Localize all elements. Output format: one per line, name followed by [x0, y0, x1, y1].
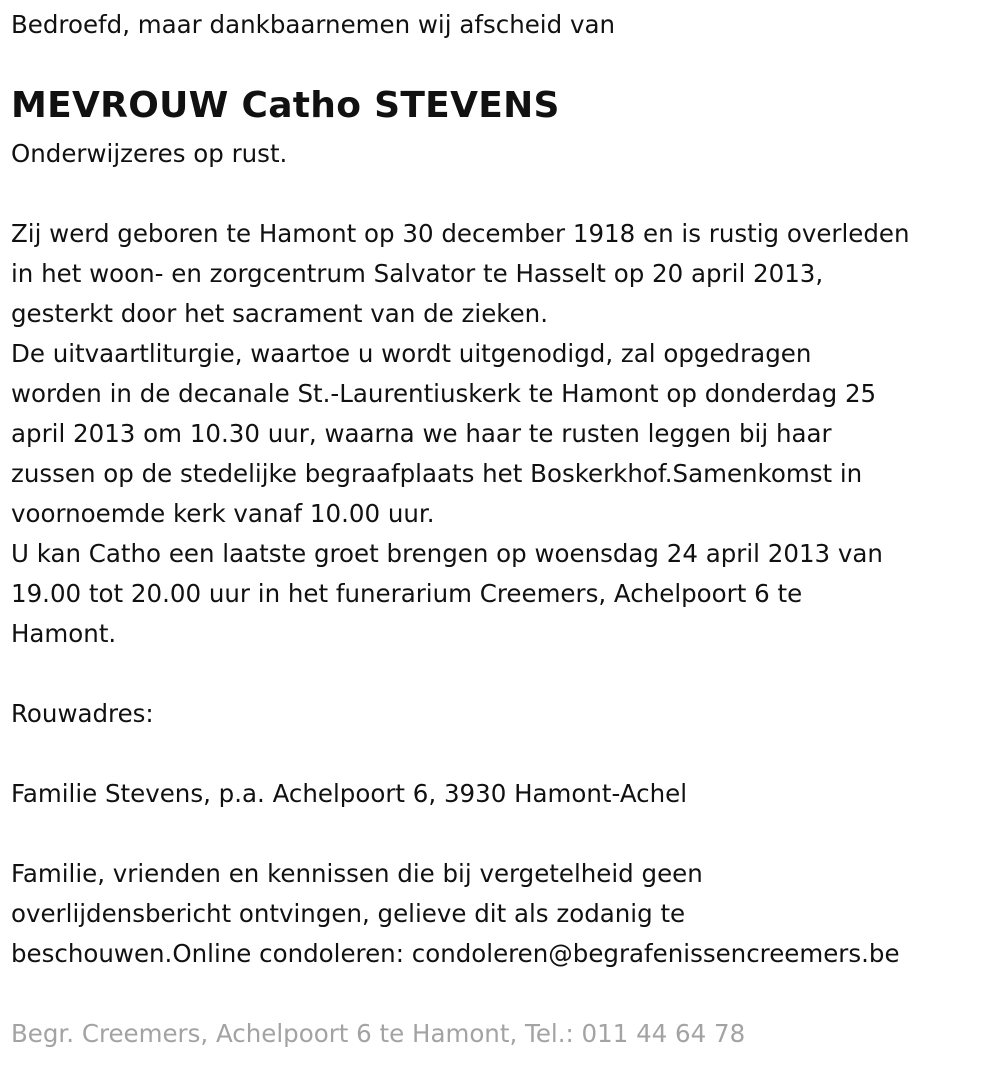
body-line: U kan Catho een laatste groet brengen op woensdag 24 april 2013 van [11, 539, 883, 568]
body-line: voornoemde kerk vanaf 10.00 uur. [11, 499, 435, 528]
closing-line: Familie, vrienden en kennissen die bij vergetelheid geen [11, 859, 703, 888]
funeral-home-footer: Begr. Creemers, Achelpoort 6 te Hamont, Tel.: 011 44 64 78 [11, 1019, 746, 1048]
body-line: april 2013 om 10.30 uur, waarna we haar te rusten leggen bij haar [11, 419, 832, 448]
body-line: Hamont. [11, 619, 117, 648]
body-line: Zij werd geboren te Hamont op 30 december 1918 en is rustig overleden [11, 219, 910, 248]
intro-text: Bedroefd, maar dankbaarnemen wij afscheid van [11, 10, 615, 39]
closing-line: beschouwen.Online condoleren: condoleren@begrafenissencreemers.be [11, 939, 900, 968]
body-line: zussen op de stedelijke begraafplaats het Boskerkhof.Samenkomst in [11, 459, 863, 488]
body-line: in het woon- en zorgcentrum Salvator te Hasselt op 20 april 2013, [11, 259, 824, 288]
deceased-name: MEVROUW Catho STEVENS [11, 85, 560, 126]
closing-text [11, 854, 900, 974]
body-line: gesterkt door het sacrament van de zieken. [11, 299, 548, 328]
notice-body [11, 214, 910, 654]
body-line: De uitvaartliturgie, waartoe u wordt uitgenodigd, zal opgedragen [11, 339, 812, 368]
body-line: 19.00 tot 20.00 uur in het funerarium Creemers, Achelpoort 6 te [11, 579, 803, 608]
mourning-address-label: Rouwadres: [11, 699, 154, 728]
mourning-address: Familie Stevens, p.a. Achelpoort 6, 3930 Hamont-Achel [11, 779, 688, 808]
body-line: worden in de decanale St.-Laurentiuskerk te Hamont op donderdag 25 [11, 379, 877, 408]
closing-line: overlijdensbericht ontvingen, gelieve dit als zodanig te [11, 899, 686, 928]
occupation-text: Onderwijzeres op rust. [11, 139, 288, 168]
